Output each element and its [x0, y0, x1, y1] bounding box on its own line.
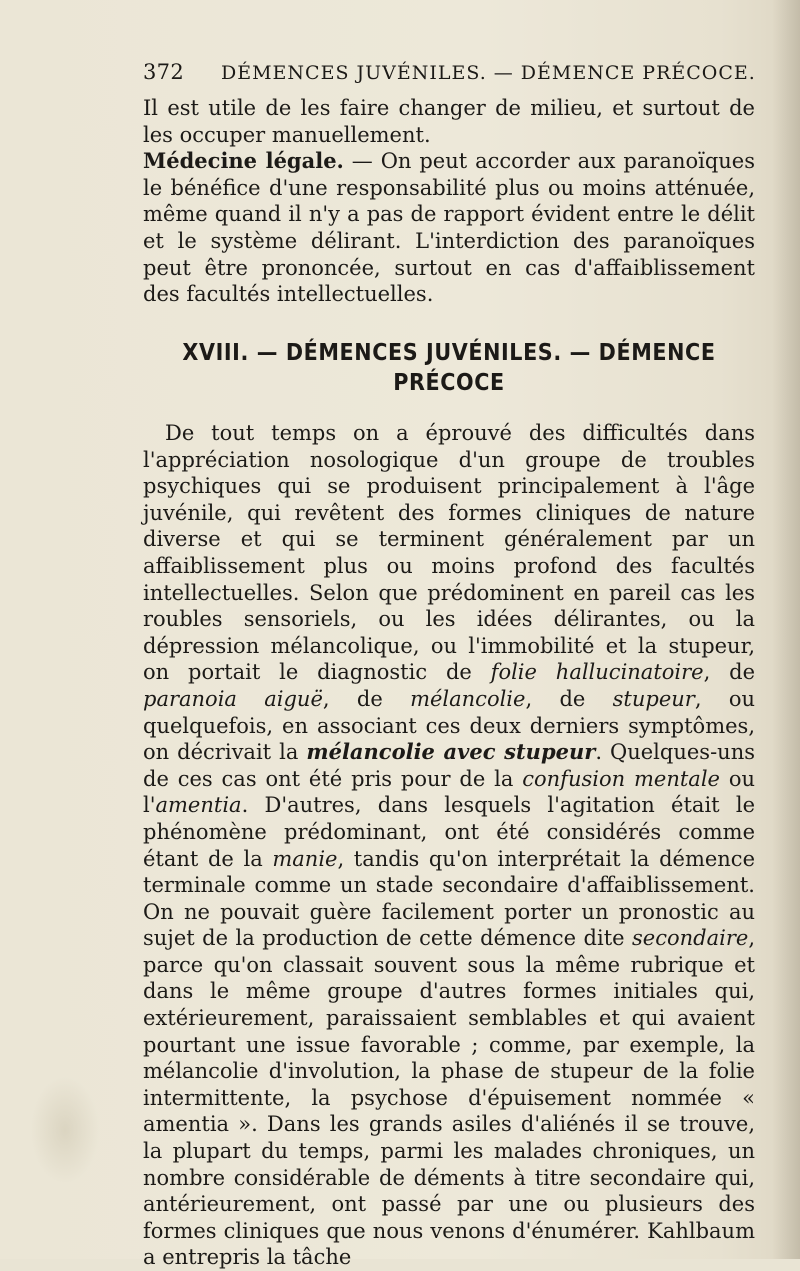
italic-term: secondaire — [632, 926, 749, 951]
italic-term: paranoia aiguë — [143, 686, 323, 711]
italic-term: amentia — [155, 793, 242, 818]
text-run: , de — [525, 686, 613, 711]
text-run: , de — [322, 686, 411, 711]
text-run: , parce qu'on classait souvent sous la même rubrique et dans le même groupe d'autres formes initiales qui, extérieurement, paraissaient semblables et qui avaient pourtant une issue favorable ; comme, par exemple, la mélancolie d'involution, la phase de stupeur de la folie intermittente, la psychose d'épuisement nommée « amentia ». Dans les grands asiles d'aliénés il se trouve, la plupart du temps, parmi les malades chroniques, un nombre considérable de déments à titre secondaire qui, antérieurement, ont passé par une ou plusieurs des formes cliniques que nous venons d'énumérer. Kahlbaum a entrepris la tâche — [143, 926, 755, 1270]
section-title-line-2: PRÉCOCE — [393, 370, 505, 396]
page-number: 372 — [143, 60, 184, 84]
text-run: , de — [703, 660, 755, 685]
text-run: , tandis qu'on interprétait la démence terminale comme un stade secondaire d'affaiblissement. On ne pouvait guère facilement porter un pronostic au sujet de la production de cette démence dite — [143, 846, 756, 951]
text-run: . Quelques-uns de ces cas ont été pris pour de la — [143, 740, 755, 791]
italic-term: stupeur — [612, 686, 695, 711]
medecine-legale-text: — On peut accorder aux paranoïques le bénéfice d'une responsabilité plus ou moins atténuée, même quand il n'y a pas de rapport évident entre le délit et le système délirant. L'interdiction des paranoïques peut être prononcée, surtout en cas d'affaiblissement des facultés intellectuelles. — [143, 149, 755, 307]
text-run: De tout temps on a éprouvé des difficultés dans l'appréciation nosologique d'un groupe de troubles psychiques qui se produisent principalement à l'âge juvénile, qui revêtent des formes cliniques de nature diverse et qui se terminent généralement par un affaiblissement plus ou moins profond des facultés intellectuelles. Selon que prédominent en pareil cas les roubles sensoriels, ou les idées délirantes, ou la dépression mélancolique, ou l'immobilité et la stupeur, on portait le diagnostic de — [143, 421, 755, 685]
main-text-block — [143, 420, 755, 1271]
text-run: . D'autres, dans lesquels l'agitation était le phénomène prédominant, ont été considérés comme étant de la — [143, 793, 755, 871]
italic-term: manie — [272, 846, 338, 871]
section-title — [143, 338, 755, 398]
page-header — [143, 60, 763, 88]
paragraph-medecine-legale — [143, 148, 755, 308]
paper-stain — [30, 1075, 100, 1185]
text-run: , ou quelquefois, en associant ces deux derniers symptômes, on décrivait la — [143, 686, 755, 765]
running-head: DÉMENCES JUVÉNILES. — DÉMENCE PRÉCOCE. — [221, 62, 756, 84]
italic-term: confusion mentale — [522, 766, 720, 791]
italic-term: mélancolie — [410, 686, 526, 711]
bold-italic-term: mélancolie avec stupeur — [306, 739, 596, 765]
page-edge-shadow — [772, 0, 800, 1259]
intro-text-block — [143, 95, 755, 308]
medecine-legale-heading: Médecine légale. — [143, 148, 344, 174]
section-title-line-1: XVIII. — DÉMENCES JUVÉNILES. — DÉMENCE — [182, 340, 716, 366]
paragraph-milieu: Il est utile de les faire changer de milieu, et surtout de les occuper manuellement. — [143, 96, 755, 147]
italic-term: folie hallucinatoire — [490, 660, 704, 685]
paragraph-de-tout-temps — [143, 420, 755, 1271]
text-run: ou l' — [143, 766, 755, 818]
